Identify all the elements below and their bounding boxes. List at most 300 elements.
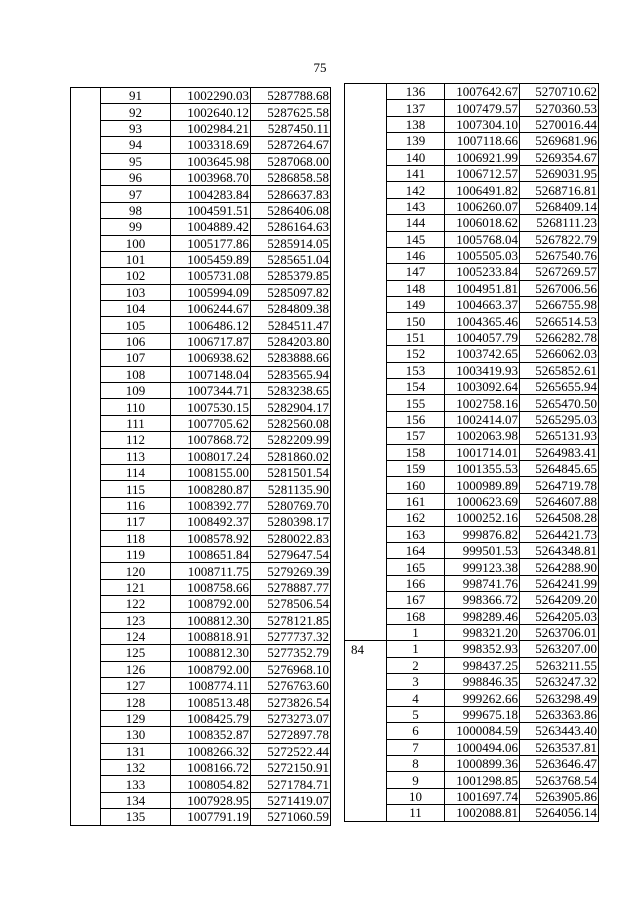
- table-row: [71, 776, 331, 792]
- y-coordinate-cell: 5281501.54: [251, 464, 331, 480]
- x-coordinate-cell: 998437.25: [445, 657, 520, 673]
- group-cell: [345, 690, 387, 706]
- x-coordinate-cell: 1000252.16: [445, 510, 520, 526]
- x-coordinate-cell: 1006018.62: [445, 215, 520, 231]
- group-cell: [71, 399, 101, 415]
- table-row: [345, 215, 599, 231]
- point-number-cell: 96: [101, 169, 171, 185]
- x-coordinate-cell: 1003318.69: [171, 137, 251, 153]
- y-coordinate-cell: 5264421.73: [520, 526, 599, 542]
- x-coordinate-cell: 1002290.03: [171, 88, 251, 104]
- table-row: [71, 104, 331, 120]
- table-row: [345, 674, 599, 690]
- x-coordinate-cell: 1008818.91: [171, 628, 251, 644]
- point-number-cell: 102: [101, 268, 171, 284]
- table-row: [71, 301, 331, 317]
- group-cell: [71, 432, 101, 448]
- point-number-cell: 154: [387, 379, 445, 395]
- group-cell: [345, 788, 387, 804]
- x-coordinate-cell: 1006717.87: [171, 333, 251, 349]
- group-cell: [345, 149, 387, 165]
- x-coordinate-cell: 1004951.81: [445, 280, 520, 296]
- point-number-cell: 4: [387, 690, 445, 706]
- group-cell: [71, 202, 101, 218]
- group-cell: [345, 346, 387, 362]
- x-coordinate-cell: 998846.35: [445, 674, 520, 690]
- x-coordinate-cell: 999262.66: [445, 690, 520, 706]
- point-number-cell: 150: [387, 313, 445, 329]
- group-cell: [71, 628, 101, 644]
- group-cell: [71, 710, 101, 726]
- point-number-cell: 99: [101, 219, 171, 235]
- point-number-cell: 9: [387, 772, 445, 788]
- group-cell: [345, 116, 387, 132]
- table-row: [71, 628, 331, 644]
- group-cell: [71, 186, 101, 202]
- point-number-cell: 101: [101, 251, 171, 267]
- y-coordinate-cell: 5272897.78: [251, 727, 331, 743]
- y-coordinate-cell: 5268409.14: [520, 198, 599, 214]
- y-coordinate-cell: 5265131.93: [520, 428, 599, 444]
- x-coordinate-cell: 1006260.07: [445, 198, 520, 214]
- point-number-cell: 98: [101, 202, 171, 218]
- y-coordinate-cell: 5266514.53: [520, 313, 599, 329]
- point-number-cell: 145: [387, 231, 445, 247]
- group-cell: [345, 592, 387, 608]
- group-cell: [71, 792, 101, 808]
- x-coordinate-cell: 1008812.30: [171, 612, 251, 628]
- point-number-cell: 1: [387, 624, 445, 640]
- table-row: [71, 366, 331, 382]
- x-coordinate-cell: 1008578.92: [171, 530, 251, 546]
- group-cell: [345, 444, 387, 460]
- group-cell: [345, 395, 387, 411]
- x-coordinate-cell: 1007791.19: [171, 809, 251, 825]
- y-coordinate-cell: 5264056.14: [520, 805, 599, 821]
- table-row: [71, 792, 331, 808]
- group-cell: [345, 674, 387, 690]
- table-row: [345, 756, 599, 772]
- y-coordinate-cell: 5267269.57: [520, 264, 599, 280]
- table-row: [345, 542, 599, 558]
- group-cell: [345, 624, 387, 640]
- point-number-cell: 162: [387, 510, 445, 526]
- y-coordinate-cell: 5264607.88: [520, 493, 599, 509]
- y-coordinate-cell: 5264205.03: [520, 608, 599, 624]
- x-coordinate-cell: 1000899.36: [445, 756, 520, 772]
- point-number-cell: 146: [387, 247, 445, 263]
- table-row: [345, 280, 599, 296]
- table-row: [345, 297, 599, 313]
- y-coordinate-cell: 5287068.00: [251, 153, 331, 169]
- point-number-cell: 135: [101, 809, 171, 825]
- y-coordinate-cell: 5273273.07: [251, 710, 331, 726]
- x-coordinate-cell: 1003968.70: [171, 169, 251, 185]
- x-coordinate-cell: 998352.93: [445, 641, 520, 657]
- group-cell: [71, 301, 101, 317]
- table-row: [71, 514, 331, 530]
- group-cell: [71, 546, 101, 562]
- x-coordinate-cell: 999123.38: [445, 559, 520, 575]
- x-coordinate-cell: 1000084.59: [445, 723, 520, 739]
- y-coordinate-cell: 5276968.10: [251, 661, 331, 677]
- point-number-cell: 124: [101, 628, 171, 644]
- group-cell: [71, 497, 101, 513]
- x-coordinate-cell: 1004591.51: [171, 202, 251, 218]
- table-row: [345, 84, 599, 100]
- x-coordinate-cell: 999675.18: [445, 706, 520, 722]
- x-coordinate-cell: 999876.82: [445, 526, 520, 542]
- y-coordinate-cell: 5264508.28: [520, 510, 599, 526]
- x-coordinate-cell: 998289.46: [445, 608, 520, 624]
- x-coordinate-cell: 1003092.64: [445, 379, 520, 395]
- x-coordinate-cell: 1007118.66: [445, 133, 520, 149]
- table-row: [71, 563, 331, 579]
- point-number-cell: 113: [101, 448, 171, 464]
- y-coordinate-cell: 5263443.40: [520, 723, 599, 739]
- group-cell: [71, 88, 101, 104]
- point-number-cell: 91: [101, 88, 171, 104]
- table-row: [71, 317, 331, 333]
- point-number-cell: 163: [387, 526, 445, 542]
- table-row: [71, 350, 331, 366]
- table-row: [71, 464, 331, 480]
- point-number-cell: 164: [387, 542, 445, 558]
- table-row: [345, 247, 599, 263]
- y-coordinate-cell: 5269031.95: [520, 165, 599, 181]
- table-row: [71, 743, 331, 759]
- group-cell: [71, 120, 101, 136]
- y-coordinate-cell: 5279269.39: [251, 563, 331, 579]
- y-coordinate-cell: 5286406.08: [251, 202, 331, 218]
- point-number-cell: 114: [101, 464, 171, 480]
- x-coordinate-cell: 1000494.06: [445, 739, 520, 755]
- x-coordinate-cell: 1007479.57: [445, 100, 520, 116]
- x-coordinate-cell: 1000623.69: [445, 493, 520, 509]
- group-cell: [345, 231, 387, 247]
- point-number-cell: 92: [101, 104, 171, 120]
- point-number-cell: 103: [101, 284, 171, 300]
- point-number-cell: 148: [387, 280, 445, 296]
- table-row: [71, 251, 331, 267]
- y-coordinate-cell: 5264209.20: [520, 592, 599, 608]
- table-row: [71, 612, 331, 628]
- x-coordinate-cell: 1006921.99: [445, 149, 520, 165]
- y-coordinate-cell: 5283565.94: [251, 366, 331, 382]
- y-coordinate-cell: 5287788.68: [251, 88, 331, 104]
- group-cell: [345, 182, 387, 198]
- y-coordinate-cell: 5263537.81: [520, 739, 599, 755]
- y-coordinate-cell: 5272522.44: [251, 743, 331, 759]
- group-cell: [345, 411, 387, 427]
- y-coordinate-cell: 5263211.55: [520, 657, 599, 673]
- point-number-cell: 157: [387, 428, 445, 444]
- point-number-cell: 7: [387, 739, 445, 755]
- x-coordinate-cell: 1008492.37: [171, 514, 251, 530]
- y-coordinate-cell: 5285651.04: [251, 251, 331, 267]
- table-row: [345, 706, 599, 722]
- y-coordinate-cell: 5263298.49: [520, 690, 599, 706]
- group-cell: [345, 723, 387, 739]
- group-cell: [71, 317, 101, 333]
- table-row: [345, 460, 599, 476]
- x-coordinate-cell: 1005233.84: [445, 264, 520, 280]
- group-cell: [71, 268, 101, 284]
- y-coordinate-cell: 5278506.54: [251, 596, 331, 612]
- point-number-cell: 151: [387, 329, 445, 345]
- point-number-cell: 119: [101, 546, 171, 562]
- y-coordinate-cell: 5279647.54: [251, 546, 331, 562]
- x-coordinate-cell: 1006491.82: [445, 182, 520, 198]
- table-row: [345, 805, 599, 821]
- y-coordinate-cell: 5263905.86: [520, 788, 599, 804]
- x-coordinate-cell: 1006712.57: [445, 165, 520, 181]
- y-coordinate-cell: 5287450.11: [251, 120, 331, 136]
- x-coordinate-cell: 1007705.62: [171, 415, 251, 431]
- table-row: [71, 333, 331, 349]
- table-row: [345, 133, 599, 149]
- table-row: [345, 362, 599, 378]
- x-coordinate-cell: 1001697.74: [445, 788, 520, 804]
- y-coordinate-cell: 5264719.78: [520, 477, 599, 493]
- y-coordinate-cell: 5268716.81: [520, 182, 599, 198]
- x-coordinate-cell: 1008774.11: [171, 678, 251, 694]
- group-cell: [71, 514, 101, 530]
- point-number-cell: 120: [101, 563, 171, 579]
- group-cell: [71, 153, 101, 169]
- point-number-cell: 149: [387, 297, 445, 313]
- group-cell: [345, 510, 387, 526]
- y-coordinate-cell: 5272150.91: [251, 760, 331, 776]
- y-coordinate-cell: 5265655.94: [520, 379, 599, 395]
- y-coordinate-cell: 5280398.17: [251, 514, 331, 530]
- group-cell: [345, 493, 387, 509]
- page-number: 75: [313, 60, 327, 75]
- table-row: [71, 383, 331, 399]
- group-cell: [71, 612, 101, 628]
- y-coordinate-cell: 5269354.67: [520, 149, 599, 165]
- table-row: [345, 346, 599, 362]
- point-number-cell: 105: [101, 317, 171, 333]
- point-number-cell: 100: [101, 235, 171, 251]
- x-coordinate-cell: 1008155.00: [171, 464, 251, 480]
- table-row: [71, 284, 331, 300]
- group-cell: [345, 133, 387, 149]
- table-row: [71, 481, 331, 497]
- x-coordinate-cell: 1008651.84: [171, 546, 251, 562]
- group-cell: [71, 383, 101, 399]
- group-cell: [71, 284, 101, 300]
- group-cell: [345, 477, 387, 493]
- x-coordinate-cell: 1008812.30: [171, 645, 251, 661]
- y-coordinate-cell: 5268111.23: [520, 215, 599, 231]
- group-cell: [345, 280, 387, 296]
- y-coordinate-cell: 5264983.41: [520, 444, 599, 460]
- point-number-cell: 139: [387, 133, 445, 149]
- y-coordinate-cell: 5281135.90: [251, 481, 331, 497]
- y-coordinate-cell: 5264348.81: [520, 542, 599, 558]
- x-coordinate-cell: 1005459.89: [171, 251, 251, 267]
- y-coordinate-cell: 5286164.63: [251, 219, 331, 235]
- y-coordinate-cell: 5269681.96: [520, 133, 599, 149]
- x-coordinate-cell: 1006244.67: [171, 301, 251, 317]
- group-cell: 84: [345, 641, 387, 657]
- y-coordinate-cell: 5284809.38: [251, 301, 331, 317]
- table-row: [345, 428, 599, 444]
- table-row: [71, 399, 331, 415]
- point-number-cell: 156: [387, 411, 445, 427]
- point-number-cell: 155: [387, 395, 445, 411]
- table-row: [345, 559, 599, 575]
- table-row: [345, 444, 599, 460]
- group-cell: [345, 739, 387, 755]
- table-row: [345, 526, 599, 542]
- table-row: [345, 788, 599, 804]
- x-coordinate-cell: 1007344.71: [171, 383, 251, 399]
- group-cell: [71, 235, 101, 251]
- table-row: [71, 88, 331, 104]
- table-row: [71, 694, 331, 710]
- table-row: [71, 120, 331, 136]
- point-number-cell: 133: [101, 776, 171, 792]
- table-row: [345, 493, 599, 509]
- point-number-cell: 167: [387, 592, 445, 608]
- y-coordinate-cell: 5287625.58: [251, 104, 331, 120]
- group-cell: [345, 657, 387, 673]
- x-coordinate-cell: 1008166.72: [171, 760, 251, 776]
- group-cell: [71, 333, 101, 349]
- point-number-cell: 153: [387, 362, 445, 378]
- group-cell: [71, 661, 101, 677]
- group-cell: [345, 215, 387, 231]
- point-number-cell: 147: [387, 264, 445, 280]
- group-cell: [345, 247, 387, 263]
- y-coordinate-cell: 5265470.50: [520, 395, 599, 411]
- point-number-cell: 127: [101, 678, 171, 694]
- x-coordinate-cell: 1007642.67: [445, 84, 520, 100]
- table-row: [345, 313, 599, 329]
- x-coordinate-cell: 1008711.75: [171, 563, 251, 579]
- point-number-cell: 115: [101, 481, 171, 497]
- table-row: [71, 202, 331, 218]
- point-number-cell: 142: [387, 182, 445, 198]
- x-coordinate-cell: 1007928.95: [171, 792, 251, 808]
- table-row: [345, 411, 599, 427]
- group-cell: [71, 579, 101, 595]
- y-coordinate-cell: 5283238.65: [251, 383, 331, 399]
- y-coordinate-cell: 5263207.00: [520, 641, 599, 657]
- point-number-cell: 6: [387, 723, 445, 739]
- x-coordinate-cell: 1002640.12: [171, 104, 251, 120]
- x-coordinate-cell: 1004663.37: [445, 297, 520, 313]
- table-row: [345, 100, 599, 116]
- group-cell: [345, 264, 387, 280]
- point-number-cell: 10: [387, 788, 445, 804]
- y-coordinate-cell: 5277352.79: [251, 645, 331, 661]
- x-coordinate-cell: 1006486.12: [171, 317, 251, 333]
- y-coordinate-cell: 5283888.66: [251, 350, 331, 366]
- group-cell: [345, 329, 387, 345]
- table-row: [71, 678, 331, 694]
- x-coordinate-cell: 998741.76: [445, 575, 520, 591]
- group-cell: [71, 645, 101, 661]
- table-row: [71, 169, 331, 185]
- group-cell: [71, 366, 101, 382]
- y-coordinate-cell: 5267540.76: [520, 247, 599, 263]
- table-row: [71, 432, 331, 448]
- group-cell: [345, 362, 387, 378]
- y-coordinate-cell: 5284511.47: [251, 317, 331, 333]
- point-number-cell: 107: [101, 350, 171, 366]
- point-number-cell: 165: [387, 559, 445, 575]
- table-row: [71, 645, 331, 661]
- point-number-cell: 125: [101, 645, 171, 661]
- point-number-cell: 121: [101, 579, 171, 595]
- point-number-cell: 131: [101, 743, 171, 759]
- y-coordinate-cell: 5270016.44: [520, 116, 599, 132]
- x-coordinate-cell: 1000989.89: [445, 477, 520, 493]
- x-coordinate-cell: 1008266.32: [171, 743, 251, 759]
- x-coordinate-cell: 1008352.87: [171, 727, 251, 743]
- group-cell: [345, 526, 387, 542]
- y-coordinate-cell: 5264241.99: [520, 575, 599, 591]
- table-row: [71, 596, 331, 612]
- group-cell: [71, 596, 101, 612]
- table-row: [345, 379, 599, 395]
- table-row: [71, 710, 331, 726]
- point-number-cell: 128: [101, 694, 171, 710]
- x-coordinate-cell: 1008392.77: [171, 497, 251, 513]
- x-coordinate-cell: 1008792.00: [171, 596, 251, 612]
- x-coordinate-cell: 1005731.08: [171, 268, 251, 284]
- group-cell: [345, 608, 387, 624]
- point-number-cell: 158: [387, 444, 445, 460]
- y-coordinate-cell: 5280769.70: [251, 497, 331, 513]
- table-row: [345, 641, 599, 657]
- point-number-cell: 168: [387, 608, 445, 624]
- group-cell: [71, 776, 101, 792]
- table-row: [71, 268, 331, 284]
- y-coordinate-cell: 5273826.54: [251, 694, 331, 710]
- point-number-cell: 93: [101, 120, 171, 136]
- group-cell: [71, 678, 101, 694]
- table-row: [71, 727, 331, 743]
- group-cell: [345, 100, 387, 116]
- x-coordinate-cell: 998321.20: [445, 624, 520, 640]
- y-coordinate-cell: 5285379.85: [251, 268, 331, 284]
- table-row: [71, 661, 331, 677]
- x-coordinate-cell: 1007304.10: [445, 116, 520, 132]
- x-coordinate-cell: 1007530.15: [171, 399, 251, 415]
- x-coordinate-cell: 1003645.98: [171, 153, 251, 169]
- point-number-cell: 95: [101, 153, 171, 169]
- point-number-cell: 111: [101, 415, 171, 431]
- x-coordinate-cell: 1004365.46: [445, 313, 520, 329]
- y-coordinate-cell: 5271784.71: [251, 776, 331, 792]
- group-cell: [345, 706, 387, 722]
- group-cell: [71, 104, 101, 120]
- x-coordinate-cell: 1002063.98: [445, 428, 520, 444]
- x-coordinate-cell: 1001298.85: [445, 772, 520, 788]
- group-cell: [71, 530, 101, 546]
- point-number-cell: 116: [101, 497, 171, 513]
- y-coordinate-cell: 5282209.99: [251, 432, 331, 448]
- x-coordinate-cell: 1008017.24: [171, 448, 251, 464]
- point-number-cell: 122: [101, 596, 171, 612]
- table-row: [345, 657, 599, 673]
- table-row: [345, 477, 599, 493]
- table-row: [345, 575, 599, 591]
